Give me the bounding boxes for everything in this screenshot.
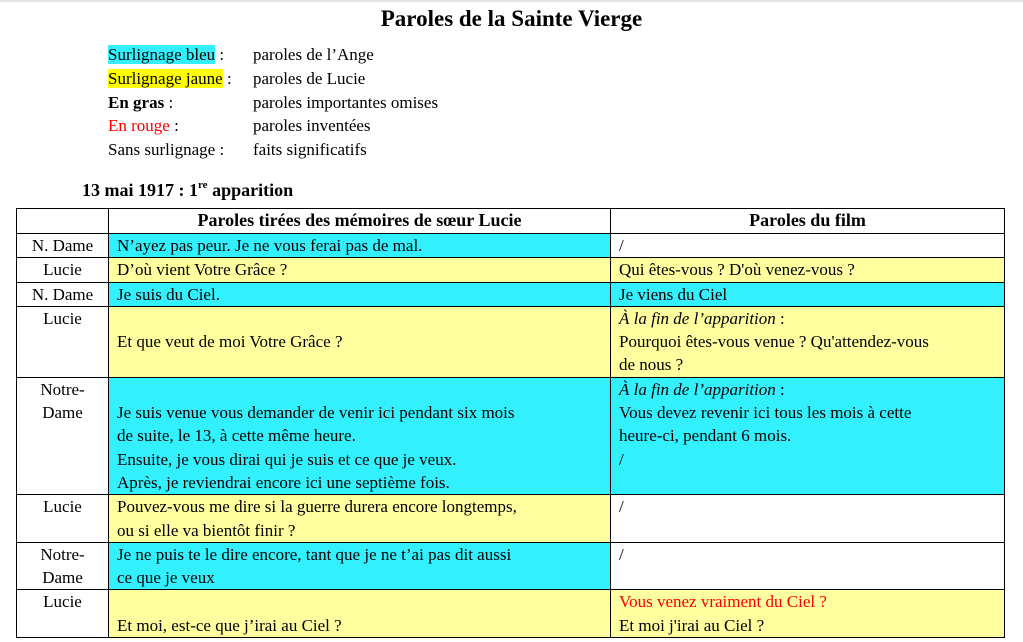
film-cell (611, 234, 1005, 258)
film-line: Qui êtes-vous ? D'où venez-vous ? (619, 260, 855, 280)
legend-sep: : (215, 140, 225, 160)
film-cell (611, 377, 1005, 494)
speaker-cell: N. Dame (17, 282, 109, 306)
memoire-line: ou si elle va bientôt finir ? (117, 520, 296, 540)
film-note-line (619, 378, 996, 401)
table-row (17, 495, 1005, 543)
table-header-row (17, 209, 1005, 234)
film-line: / (619, 236, 624, 255)
comparison-table (16, 208, 1005, 638)
legend-value-plain: faits significatifs (253, 140, 367, 160)
film-line: Vous devez revenir ici tous les mois à cette (619, 403, 912, 423)
legend-key-bold: En gras (108, 92, 165, 112)
memoire-cell (109, 234, 611, 258)
table-row (17, 377, 1005, 494)
speaker-cell (17, 377, 109, 494)
legend-key-blue: Surlignage bleu (108, 45, 216, 64)
memoire-line: de suite, le 13, à cette même heure. (117, 426, 356, 446)
speaker-cell: Lucie (17, 258, 109, 282)
window-top-edge (0, 0, 1023, 2)
film-line: de nous ? (619, 355, 684, 375)
legend-value-yellow: paroles de Lucie (253, 68, 366, 88)
film-line: / (619, 497, 624, 517)
film-line: / (619, 449, 624, 469)
speaker-cell (17, 542, 109, 590)
section-heading-sup: re (198, 179, 208, 191)
film-cell (611, 495, 1005, 543)
film-cell (611, 258, 1005, 282)
memoire-line: Je ne puis te le dire encore, tant que je ne t’ai pas dit aussi (117, 544, 512, 564)
table-row (17, 234, 1005, 258)
header-memoires: Paroles tirées des mémoires de sœur Lucie (109, 209, 611, 234)
legend-sep: : (169, 116, 179, 136)
memoire-line: Après, je reviendrai encore ici une septième fois. (117, 472, 450, 492)
speaker-cell: Lucie (17, 495, 109, 543)
speaker-cell: N. Dame (17, 234, 109, 258)
table-row (17, 282, 1005, 306)
film-note: À la fin de l’apparition (619, 379, 776, 399)
film-invented-line: Vous venez vraiment du Ciel ? (619, 592, 827, 612)
memoire-line (117, 307, 602, 330)
legend-sep: : (215, 45, 225, 64)
legend-value-red: paroles inventées (253, 116, 371, 136)
film-note-sep: : (775, 308, 785, 328)
film-line: Et moi j'irai au Ciel ? (619, 615, 765, 635)
table-row (17, 258, 1005, 282)
speaker-line: Dame (42, 568, 83, 588)
legend-value-blue: paroles de l’Ange (253, 45, 374, 64)
memoire-cell (109, 377, 611, 494)
film-note: À la fin de l’apparition (619, 308, 776, 328)
memoire-line: Et que veut de moi Votre Grâce ? (117, 332, 343, 352)
memoire-line: Et moi, est-ce que j’irai au Ciel ? (117, 615, 342, 635)
speaker-cell: Lucie (17, 306, 109, 377)
legend-key-red: En rouge (108, 116, 170, 136)
legend-key-yellow: Surlignage jaune (108, 68, 223, 88)
film-line: Je viens du Ciel (619, 284, 728, 304)
memoire-line: ce que je veux (117, 568, 215, 588)
section-heading-text: 13 mai 1917 : 1 (82, 180, 198, 200)
speaker-cell: Lucie (17, 590, 109, 638)
memoire-line: N’ayez pas peur. Je ne vous ferai pas de mal. (117, 236, 423, 255)
memoire-line (117, 590, 602, 613)
speaker-line: Dame (42, 403, 83, 423)
memoire-line: D’où vient Votre Grâce ? (117, 260, 288, 280)
film-note-sep: : (775, 379, 785, 399)
memoire-line (117, 378, 602, 401)
memoire-line: Je suis venue vous demander de venir ici pendant six mois (117, 403, 515, 423)
film-note-line (619, 307, 996, 330)
film-line: / (619, 544, 624, 564)
memoire-cell (109, 590, 611, 638)
memoire-cell (109, 258, 611, 282)
film-line: Pourquoi êtes-vous venue ? Qu'attendez-vous (619, 332, 929, 352)
film-cell (611, 590, 1005, 638)
memoire-cell (109, 306, 611, 377)
memoire-cell (109, 495, 611, 543)
table-row (17, 542, 1005, 590)
memoire-line: Pouvez-vous me dire si la guerre durera encore longtemps, (117, 497, 517, 517)
film-cell (611, 282, 1005, 306)
page-title: Paroles de la Sainte Vierge (380, 6, 643, 31)
legend-key-plain: Sans surlignage (108, 140, 216, 160)
legend-sep: : (222, 68, 232, 88)
film-line: heure-ci, pendant 6 mois. (619, 426, 792, 446)
table-row (17, 590, 1005, 638)
memoire-cell (109, 282, 611, 306)
table-row (17, 306, 1005, 377)
memoire-line: Ensuite, je vous dirai qui je suis et ce que je veux. (117, 449, 457, 469)
speaker-line: Notre- (40, 379, 85, 399)
memoire-cell (109, 542, 611, 590)
header-film: Paroles du film (611, 209, 1005, 234)
section-heading-rest: apparition (207, 180, 294, 200)
speaker-line: Notre- (40, 544, 85, 564)
memoire-line: Je suis du Ciel. (117, 284, 220, 304)
film-cell (611, 542, 1005, 590)
section-heading (82, 173, 293, 203)
legend-value-bold: paroles importantes omises (253, 92, 439, 112)
header-speaker (17, 209, 109, 234)
film-cell (611, 306, 1005, 377)
legend-sep: : (164, 92, 174, 112)
